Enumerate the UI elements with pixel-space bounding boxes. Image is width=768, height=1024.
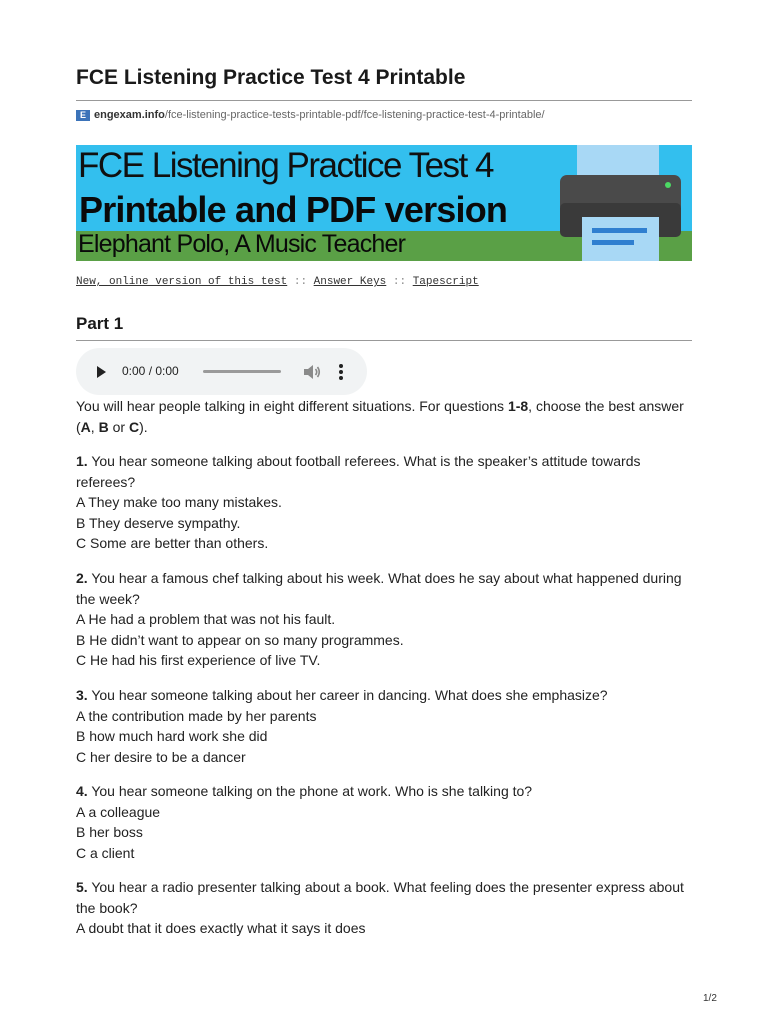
question-text: 4. You hear someone talking on the phone at work. Who is she talking to? bbox=[76, 783, 533, 799]
source-url[interactable] bbox=[76, 107, 545, 123]
answer-option: B her boss bbox=[76, 824, 143, 840]
page-indicator: 1/2 bbox=[703, 993, 717, 1004]
question-3 bbox=[76, 685, 692, 767]
answer-option: A They make too many mistakes. bbox=[76, 494, 282, 510]
source-path[interactable]: /fce-listening-practice-tests-printable-pdf/fce-listening-practice-test-4-printable/ bbox=[164, 109, 545, 121]
title-divider bbox=[76, 100, 692, 101]
question-4 bbox=[76, 781, 692, 863]
banner-image bbox=[76, 145, 692, 261]
instructions bbox=[76, 396, 692, 437]
banner-line-2: Printable and PDF version bbox=[79, 189, 508, 230]
question-text: 2. You hear a famous chef talking about his week. What does he say about what happened during the week? bbox=[76, 570, 682, 607]
question-2 bbox=[76, 568, 692, 671]
answer-keys-link[interactable]: Answer Keys bbox=[313, 276, 387, 288]
answer-option: B They deserve sympathy. bbox=[76, 514, 241, 531]
page-title: FCE Listening Practice Test 4 Printable bbox=[76, 66, 466, 89]
volume-icon[interactable] bbox=[303, 364, 321, 380]
answer-option: B how much hard work she did bbox=[76, 728, 268, 744]
audio-player bbox=[76, 348, 367, 395]
printer-icon bbox=[560, 145, 686, 261]
audio-time: 0:00 / 0:00 bbox=[122, 364, 179, 378]
part-divider bbox=[76, 340, 692, 341]
link-separator: :: bbox=[392, 276, 407, 288]
answer-option: B He didn’t want to appear on so many programmes. bbox=[76, 631, 404, 648]
answer-option: C He had his first experience of live TV. bbox=[76, 652, 321, 668]
answer-option: A the contribution made by her parents bbox=[76, 707, 317, 724]
question-text: 3. You hear someone talking about her career in dancing. What does she emphasize? bbox=[76, 687, 608, 703]
answer-option: C Some are better than others. bbox=[76, 535, 269, 551]
answer-option: A He had a problem that was not his fault. bbox=[76, 611, 336, 627]
question-5 bbox=[76, 877, 692, 939]
source-domain[interactable]: engexam.info bbox=[94, 109, 165, 121]
site-logo-icon: E bbox=[76, 110, 90, 121]
part-heading: Part 1 bbox=[76, 314, 124, 333]
online-version-link[interactable]: New, online version of this test bbox=[76, 276, 288, 288]
answer-option: A doubt that it does exactly what it says it does bbox=[76, 920, 366, 936]
question-text: 5. You hear a radio presenter talking about a book. What feeling does the presenter express about the book? bbox=[76, 879, 684, 916]
play-icon[interactable] bbox=[97, 366, 106, 378]
more-options-icon[interactable] bbox=[338, 363, 344, 381]
instructions-text: You will hear people talking in eight different situations. For questions 1-8, choose the best answer (A, B or C). bbox=[76, 398, 684, 435]
answer-option: C a client bbox=[76, 844, 135, 861]
answer-option: C her desire to be a dancer bbox=[76, 748, 246, 765]
answer-option: A a colleague bbox=[76, 803, 161, 820]
audio-progress-slider[interactable] bbox=[203, 370, 281, 373]
question-1 bbox=[76, 451, 692, 554]
banner-line-3: Elephant Polo, A Music Teacher bbox=[78, 230, 406, 258]
link-separator: :: bbox=[293, 276, 308, 288]
test-links bbox=[76, 276, 479, 288]
question-text: 1. You hear someone talking about football referees. What is the speaker’s attitude towards referees? bbox=[76, 453, 641, 490]
tapescript-link[interactable]: Tapescript bbox=[412, 276, 479, 288]
banner-line-1: FCE Listening Practice Test 4 bbox=[78, 146, 493, 185]
